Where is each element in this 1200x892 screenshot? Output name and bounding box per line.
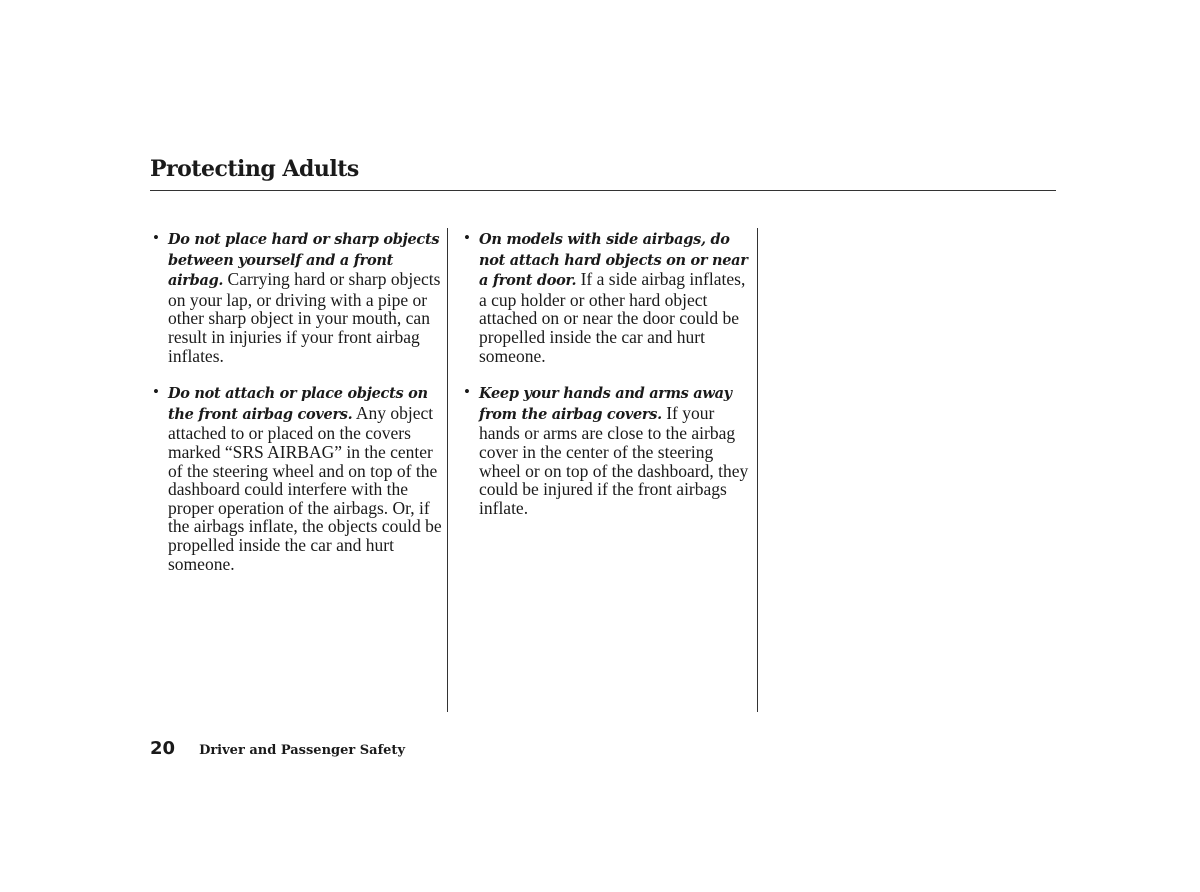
item-text: Any object attached to or placed on the covers marked “SRS AIRBAG” in the center of the steering wheel and on top of the dashboard could interfere with the proper operation of the airbags. Or, if the airbags inflate, the objects could be propelled inside the car and hurt someone. bbox=[168, 402, 442, 574]
bullet-marker: • bbox=[464, 228, 470, 247]
item-heading: Do not attach or place objects on the front airbag covers. bbox=[168, 385, 428, 423]
item-text: If your hands or arms are close to the airbag cover in the center of the steering wheel or on top of the dashboard, they could be injured if the front airbags inflate. bbox=[479, 402, 749, 518]
page-title: Protecting Adults bbox=[150, 156, 359, 182]
list-item bbox=[464, 382, 751, 518]
middle-column bbox=[464, 228, 751, 535]
bullet-marker: • bbox=[153, 228, 159, 247]
item-text: If a side airbag inflates, a cup holder or other hard object attached on or near the door could be propelled inside the car and hurt someone. bbox=[479, 269, 746, 366]
list-item bbox=[464, 228, 751, 366]
bullet-marker: • bbox=[153, 382, 159, 402]
page-footer bbox=[150, 738, 405, 759]
title-divider bbox=[150, 190, 1056, 191]
item-heading: Do not place hard or sharp objects between yourself and a front airbag. bbox=[168, 231, 440, 290]
column-divider-right bbox=[757, 228, 758, 712]
page-number: 20 bbox=[150, 738, 176, 759]
column-divider-left bbox=[447, 228, 448, 712]
list-item bbox=[153, 228, 444, 366]
left-column bbox=[153, 228, 444, 591]
item-heading: Keep your hands and arms away from the airbag covers. bbox=[479, 385, 732, 423]
section-name: Driver and Passenger Safety bbox=[199, 743, 405, 758]
list-item bbox=[153, 382, 444, 574]
bullet-marker: • bbox=[464, 382, 470, 402]
item-text: Carrying hard or sharp objects on your lap, or driving with a pipe or other sharp object in your mouth, can result in injuries if your front airbag inflates. bbox=[168, 269, 441, 366]
item-heading: On models with side airbags, do not attach hard objects on or near a front door. bbox=[479, 231, 748, 290]
